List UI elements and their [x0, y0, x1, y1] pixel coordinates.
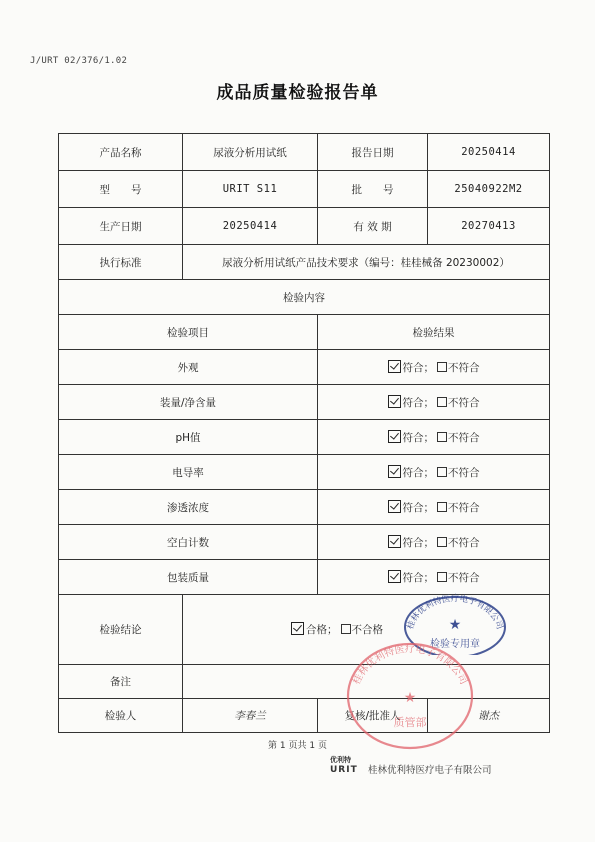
section-title: 检验内容	[59, 280, 550, 315]
item-name: 装量/净含量	[59, 385, 318, 420]
quality-stamp-center: 质管部	[393, 716, 427, 729]
item-result	[318, 420, 550, 455]
items-header-result: 检验结果	[318, 315, 550, 350]
item-name: 电导率	[59, 455, 318, 490]
item-pass-label: 符合；	[402, 571, 434, 584]
expiry-label: 有 效 期	[318, 208, 428, 245]
item-row	[59, 420, 550, 455]
batch-label: 批 号	[318, 171, 428, 208]
item-fail-label: 不符合	[448, 501, 480, 514]
conclusion-fail-text: 不合格	[351, 624, 383, 636]
expiry-value: 20270413	[428, 208, 550, 245]
item-result	[318, 455, 550, 490]
item-pass-checkbox[interactable]	[388, 430, 401, 443]
conclusion-label: 检验结论	[59, 595, 183, 665]
product-name-value: 尿液分析用试纸	[183, 134, 318, 171]
item-fail-checkbox[interactable]	[437, 572, 447, 582]
production-date-label: 生产日期	[59, 208, 183, 245]
items-header-item: 检验项目	[59, 315, 318, 350]
standard-value: 尿液分析用试纸产品技术要求（编号：桂桂械备 20230002）	[183, 245, 550, 280]
item-fail-label: 不符合	[448, 431, 480, 444]
item-name: 包装质量	[59, 560, 318, 595]
item-name: 渗透浓度	[59, 490, 318, 525]
item-pass-label: 符合；	[402, 431, 434, 444]
item-pass-label: 符合；	[402, 396, 434, 409]
item-fail-label: 不符合	[448, 396, 480, 409]
item-pass-label: 符合；	[402, 536, 434, 549]
inspection-stamp-center: 检验专用章	[430, 639, 480, 650]
inspection-stamp-arc: 桂林优利特医疗电子有限公司	[405, 594, 505, 631]
reviewer-label: 复核/批准人	[318, 699, 428, 733]
document-code: J/URT 02/376/1.02	[30, 56, 128, 66]
inspector-signature: 李春兰	[183, 699, 318, 733]
model-value: URIT S11	[183, 171, 318, 208]
item-row	[59, 525, 550, 560]
conclusion-fail-checkbox[interactable]	[341, 624, 351, 634]
conclusion-pass-checkbox[interactable]	[291, 622, 304, 635]
document-title: 成品质量检验报告单	[216, 83, 379, 103]
inspector-label: 检验人	[59, 699, 183, 733]
report-date-label: 报告日期	[318, 134, 428, 171]
model-label: 型 号	[59, 171, 183, 208]
item-fail-label: 不符合	[448, 466, 480, 479]
item-name: pH值	[59, 420, 318, 455]
item-fail-checkbox[interactable]	[437, 432, 447, 442]
quality-stamp-arc: 桂林优利特医疗电子有限公司	[351, 644, 469, 687]
item-name: 空白计数	[59, 525, 318, 560]
item-result	[318, 490, 550, 525]
item-result	[318, 385, 550, 420]
company-logo	[330, 755, 358, 775]
svg-text:★: ★	[448, 617, 462, 633]
item-row	[59, 560, 550, 595]
item-row	[59, 490, 550, 525]
item-row	[59, 455, 550, 490]
item-result	[318, 525, 550, 560]
item-pass-checkbox[interactable]	[388, 500, 401, 513]
item-fail-label: 不符合	[448, 361, 480, 374]
item-fail-checkbox[interactable]	[437, 397, 447, 407]
item-fail-checkbox[interactable]	[437, 502, 447, 512]
item-pass-checkbox[interactable]	[388, 395, 401, 408]
svg-text:★: ★	[403, 690, 417, 706]
remarks-label: 备注	[59, 665, 183, 699]
item-fail-label: 不符合	[448, 571, 480, 584]
item-fail-label: 不符合	[448, 536, 480, 549]
item-pass-checkbox[interactable]	[388, 570, 401, 583]
logo-cn: 优利特	[330, 756, 351, 764]
item-pass-label: 符合；	[402, 361, 434, 374]
production-date-value: 20250414	[183, 208, 318, 245]
conclusion-pass-text: 合格；	[306, 624, 338, 636]
item-pass-label: 符合；	[402, 466, 434, 479]
logo-en: URIT	[330, 765, 358, 775]
inspection-report-table	[58, 133, 550, 733]
item-row	[59, 350, 550, 385]
batch-value: 25040922M2	[428, 171, 550, 208]
item-result	[318, 350, 550, 385]
standard-label: 执行标准	[59, 245, 183, 280]
conclusion-result	[183, 595, 550, 665]
item-fail-checkbox[interactable]	[437, 537, 447, 547]
item-row	[59, 385, 550, 420]
item-pass-checkbox[interactable]	[388, 535, 401, 548]
item-pass-checkbox[interactable]	[388, 360, 401, 373]
company-name: 桂林优利特医疗电子有限公司	[368, 765, 492, 776]
item-pass-checkbox[interactable]	[388, 465, 401, 478]
product-name-label: 产品名称	[59, 134, 183, 171]
item-fail-checkbox[interactable]	[437, 362, 447, 372]
item-name: 外观	[59, 350, 318, 385]
remarks-value	[183, 665, 550, 699]
page-info: 第 1 页共 1 页	[268, 741, 327, 751]
item-pass-label: 符合；	[402, 501, 434, 514]
item-fail-checkbox[interactable]	[437, 467, 447, 477]
item-result	[318, 560, 550, 595]
report-date-value: 20250414	[428, 134, 550, 171]
reviewer-signature: 谢杰	[428, 699, 550, 733]
